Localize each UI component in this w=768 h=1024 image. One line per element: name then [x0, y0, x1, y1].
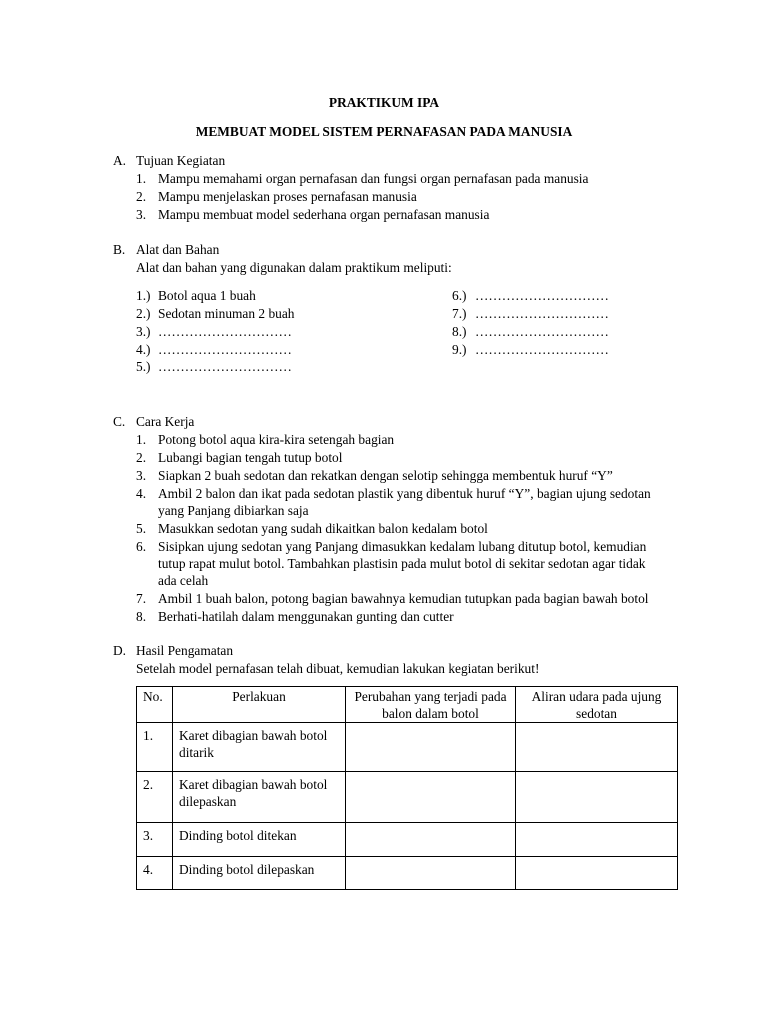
list-item: ………………………… — [158, 359, 292, 374]
list-item: Mampu memahami organ pernafasan dan fungsi organ pernafasan pada manusia — [158, 171, 589, 186]
list-number: 7. — [136, 591, 147, 606]
list-number: 2.) — [136, 306, 151, 321]
cell-perubahan[interactable] — [346, 723, 516, 772]
cell-no: 2. — [137, 772, 173, 823]
section-b-letter: B. — [113, 242, 126, 257]
list-item: Botol aqua 1 buah — [158, 288, 256, 303]
list-item: Mampu menjelaskan proses pernafasan manusia — [158, 189, 417, 204]
list-item: Lubangi bagian tengah tutup botol — [158, 450, 343, 465]
cell-aliran[interactable] — [516, 723, 678, 772]
list-number: 8. — [136, 609, 147, 624]
cell-no: 4. — [137, 857, 173, 890]
list-item: Ambil 2 balon dan ikat pada sedotan plastik yang dibentuk huruf “Y”, bagian ujung sedotan — [158, 486, 651, 501]
list-number: 2. — [136, 189, 147, 204]
list-number: 9.) — [452, 342, 467, 357]
list-item: Ambil 1 buah balon, potong bagian bawahnya kemudian tutupkan pada bagian bawah botol — [158, 591, 649, 606]
section-b-intro: Alat dan bahan yang digunakan dalam praktikum meliputi: — [136, 260, 452, 275]
list-number: 3. — [136, 468, 147, 483]
cell-perubahan[interactable] — [346, 772, 516, 823]
list-item: ………………………… — [475, 288, 609, 303]
cell-no: 3. — [137, 823, 173, 857]
list-item: ………………………… — [475, 306, 609, 321]
list-number: 6. — [136, 539, 147, 554]
column-header-perubahan: Perubahan yang terjadi pada balon dalam botol — [346, 687, 516, 723]
list-item: Mampu membuat model sederhana organ pernafasan manusia — [158, 207, 490, 222]
section-a-letter: A. — [113, 153, 127, 168]
column-header-no: No. — [137, 687, 173, 723]
list-number: 3. — [136, 207, 147, 222]
cell-aliran[interactable] — [516, 772, 678, 823]
list-item: Berhati-hatilah dalam menggunakan gunting dan cutter — [158, 609, 454, 624]
table-row — [137, 857, 678, 890]
page-title: PRAKTIKUM IPA — [328, 95, 440, 110]
section-d-heading: Hasil Pengamatan — [136, 643, 234, 658]
cell-no: 1. — [137, 723, 173, 772]
list-number: 1. — [136, 171, 147, 186]
table-row — [137, 723, 678, 772]
section-b-heading: Alat dan Bahan — [136, 242, 220, 257]
list-number: 6.) — [452, 288, 467, 303]
list-number: 4. — [136, 486, 147, 501]
table-row — [137, 772, 678, 823]
cell-perubahan[interactable] — [346, 857, 516, 890]
section-d-letter: D. — [113, 643, 127, 658]
list-number: 5.) — [136, 359, 151, 374]
list-number: 8.) — [452, 324, 467, 339]
list-item: ………………………… — [158, 324, 292, 339]
cell-perlakuan: Karet dibagian bawah botol dilepaskan — [173, 772, 346, 823]
list-item: Masukkan sedotan yang sudah dikaitkan balon kedalam botol — [158, 521, 488, 536]
page-subtitle: MEMBUAT MODEL SISTEM PERNAFASAN PADA MANUSIA — [195, 124, 573, 139]
list-item-continuation: tutup rapat mulut botol. Tambahkan plastisin pada mulut botol di sekitar sedotan agar tidak — [158, 556, 646, 571]
column-header-aliran: Aliran udara pada ujung sedotan — [516, 687, 678, 723]
list-number: 1.) — [136, 288, 151, 303]
section-a-heading: Tujuan Kegiatan — [136, 153, 226, 168]
cell-perlakuan: Dinding botol ditekan — [173, 823, 346, 857]
list-number: 5. — [136, 521, 147, 536]
section-d-intro: Setelah model pernafasan telah dibuat, kemudian lakukan kegiatan berikut! — [136, 661, 540, 676]
list-number: 2. — [136, 450, 147, 465]
table-header-row — [137, 687, 678, 723]
cell-perubahan[interactable] — [346, 823, 516, 857]
column-header-perlakuan: Perlakuan — [173, 687, 346, 723]
list-number: 3.) — [136, 324, 151, 339]
list-number: 4.) — [136, 342, 151, 357]
section-c-letter: C. — [113, 414, 126, 429]
list-item: Siapkan 2 buah sedotan dan rekatkan dengan selotip sehingga membentuk huruf “Y” — [158, 468, 613, 483]
list-item: ………………………… — [475, 342, 609, 357]
observation-table — [136, 686, 678, 890]
section-c-heading: Cara Kerja — [136, 414, 195, 429]
list-item: Sisipkan ujung sedotan yang Panjang dimasukkan kedalam lubang ditutup botol, kemudian — [158, 539, 647, 554]
list-number: 1. — [136, 432, 147, 447]
table-row — [137, 823, 678, 857]
cell-perlakuan: Karet dibagian bawah botol ditarik — [173, 723, 346, 772]
list-item: ………………………… — [475, 324, 609, 339]
list-item-continuation: yang Panjang dibiarkan saja — [158, 503, 309, 518]
cell-perlakuan: Dinding botol dilepaskan — [173, 857, 346, 890]
cell-aliran[interactable] — [516, 823, 678, 857]
list-item-continuation: ada celah — [158, 573, 209, 588]
list-item: Potong botol aqua kira-kira setengah bagian — [158, 432, 395, 447]
list-item: ………………………… — [158, 342, 292, 357]
list-number: 7.) — [452, 306, 467, 321]
cell-aliran[interactable] — [516, 857, 678, 890]
list-item: Sedotan minuman 2 buah — [158, 306, 295, 321]
